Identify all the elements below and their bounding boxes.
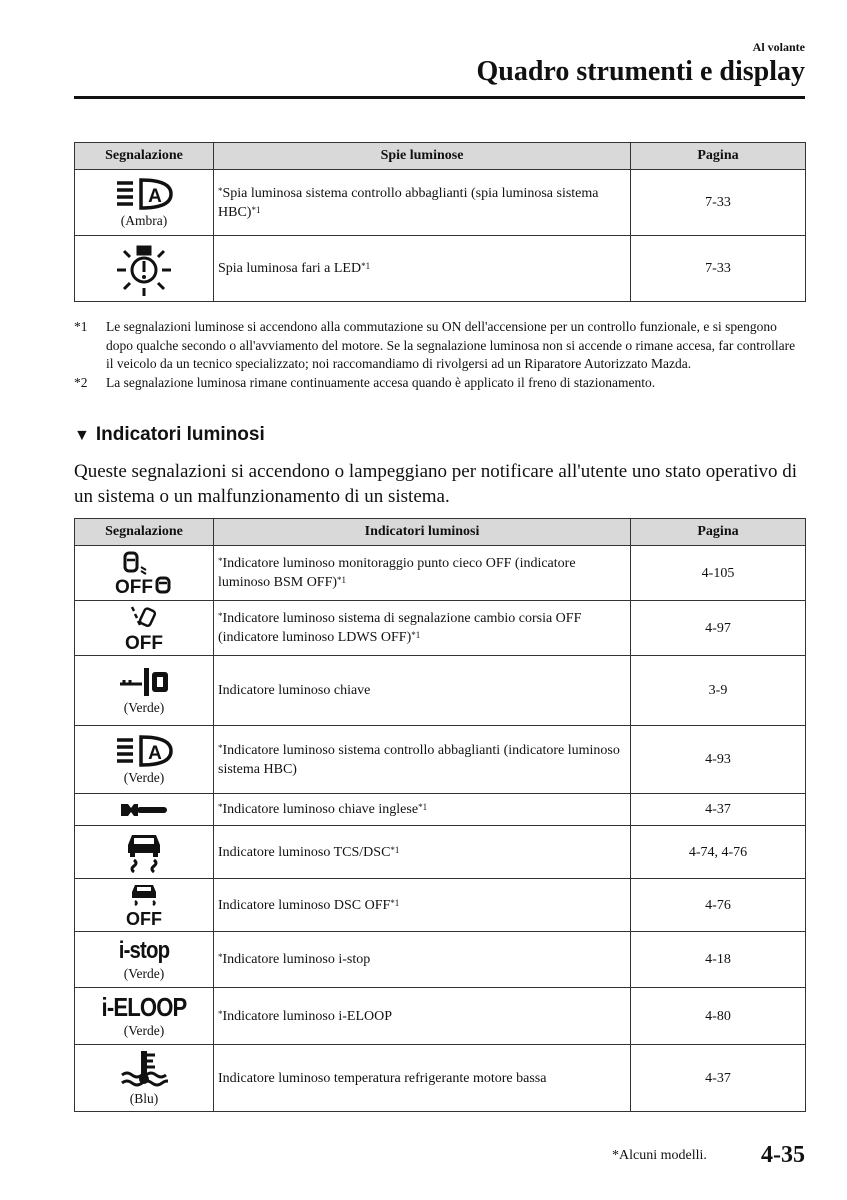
table-row <box>75 656 806 726</box>
description-cell: *Indicatore luminoso monitoraggio punto cieco OFF (indicatore luminoso BSM OFF)$^{*1}$ <box>214 546 631 601</box>
table-row <box>75 546 806 601</box>
section-label: Al volante <box>752 40 805 54</box>
auto-high-beam-icon <box>113 177 175 211</box>
col-header: Pagina <box>631 519 806 546</box>
table-row <box>75 932 806 988</box>
col-header: Segnalazione <box>75 519 214 546</box>
ldws-off-icon <box>122 605 166 651</box>
i-eloop-icon: i-ELOOP <box>101 992 187 1022</box>
table-row <box>75 236 806 302</box>
page-ref: 4-97 <box>631 601 806 656</box>
page-title: Quadro strumenti e display <box>476 56 805 87</box>
intro-paragraph: Queste segnalazioni si accendono o lampeggiano per notificare all'utente uno stato operativo di un sistema o un malfunzionamento di un sistema. <box>74 461 798 507</box>
color-label: (Verde) <box>123 1023 165 1038</box>
svg-text:OFF: OFF <box>126 909 162 927</box>
table-row <box>75 170 806 236</box>
page-ref: 4-76 <box>631 879 806 932</box>
page-ref: 4-74, 4-76 <box>631 826 806 879</box>
description-cell: *Indicatore luminoso i-stop <box>214 932 631 988</box>
indicator-lights-table <box>74 518 806 1112</box>
description-cell: Indicatore luminoso DSC OFF$^{*1}$ <box>214 879 631 932</box>
footnotes <box>74 318 806 392</box>
table-row <box>75 879 806 932</box>
footnote: *2 La segnalazione luminosa rimane continuamente accesa quando è applicato il freno di stazionamento. <box>74 374 656 390</box>
footer-note: *Alcuni modelli. <box>612 1148 707 1163</box>
description-cell: Indicatore luminoso TCS/DSC$^{*1}$ <box>214 826 631 879</box>
page-ref: 3-9 <box>631 656 806 726</box>
page-ref: 4-93 <box>631 726 806 794</box>
table-row <box>75 826 806 879</box>
svg-text:OFF: OFF <box>115 577 153 595</box>
description-cell: *Spia luminosa sistema controllo abbaglianti (spia luminosa sistema HBC)$^{*1}$ <box>214 170 631 236</box>
low-coolant-temp-icon <box>120 1049 168 1089</box>
table-row <box>75 988 806 1045</box>
footnote: *1 Le segnalazioni luminose si accendono alla commutazione su ON dell'accensione per un controllo funzionale, e si spengono dopo qualche secondo o all'avviamento del motore. Se la segnalazione luminosa non si accende o rimane accesa, far controllare il veicolo da un tecnico specializzato; noi raccomandiamo di rivolgersi ad un Riparatore Autorizzato Mazda. <box>74 319 796 371</box>
triangle-icon: ▼ <box>74 427 90 444</box>
page-ref: 7-33 <box>631 170 806 236</box>
i-stop-icon: i-stop <box>118 936 170 964</box>
color-label: (Blu) <box>129 1091 159 1106</box>
wrench-icon <box>119 801 169 819</box>
warning-lights-table <box>74 142 806 302</box>
description-cell: *Indicatore luminoso sistema controllo abbaglianti (indicatore luminoso sistema HBC) <box>214 726 631 794</box>
tcs-dsc-icon <box>124 831 164 873</box>
led-headlight-warning-icon <box>115 241 173 297</box>
page-ref: 4-18 <box>631 932 806 988</box>
description-cell: Indicatore luminoso temperatura refrigerante motore bassa <box>214 1045 631 1112</box>
section-heading: ▼ Indicatori luminosi <box>74 424 265 445</box>
table-row <box>75 1045 806 1112</box>
key-icon <box>116 666 172 698</box>
svg-text:A: A <box>148 185 162 207</box>
auto-high-beam-icon <box>113 734 175 768</box>
description-cell: *Indicatore luminoso sistema di segnalazione cambio corsia OFF (indicatore luminoso LDWS OFF)$^{*1}$ <box>214 601 631 656</box>
svg-text:A: A <box>148 742 162 764</box>
dsc-off-icon <box>121 883 167 927</box>
page-ref: 4-37 <box>631 1045 806 1112</box>
bsm-off-icon <box>113 551 175 595</box>
color-label: (Verde) <box>123 965 165 981</box>
col-header: Pagina <box>631 143 806 170</box>
page-ref: 4-105 <box>631 546 806 601</box>
svg-text:OFF: OFF <box>125 633 163 651</box>
color-label: (Verde) <box>123 699 165 715</box>
table-row <box>75 601 806 656</box>
page-ref: 4-37 <box>631 794 806 826</box>
description-cell: *Indicatore luminoso chiave inglese$^{*1}$ <box>214 794 631 826</box>
col-header: Indicatori luminosi <box>214 519 631 546</box>
description-cell: Indicatore luminoso chiave <box>214 656 631 726</box>
color-label: (Ambra) <box>120 212 168 228</box>
page-number: 4-35 <box>761 1142 805 1168</box>
page-ref: 7-33 <box>631 236 806 302</box>
col-header: Spie luminose <box>214 143 631 170</box>
description-cell: *Indicatore luminoso i-ELOOP <box>214 988 631 1045</box>
table-row <box>75 726 806 794</box>
color-label: (Verde) <box>123 769 165 785</box>
table-row <box>75 794 806 826</box>
page-ref: 4-80 <box>631 988 806 1045</box>
col-header: Segnalazione <box>75 143 214 170</box>
title-rule <box>74 96 805 99</box>
description-cell: Spia luminosa fari a LED$^{*1}$ <box>214 236 631 302</box>
